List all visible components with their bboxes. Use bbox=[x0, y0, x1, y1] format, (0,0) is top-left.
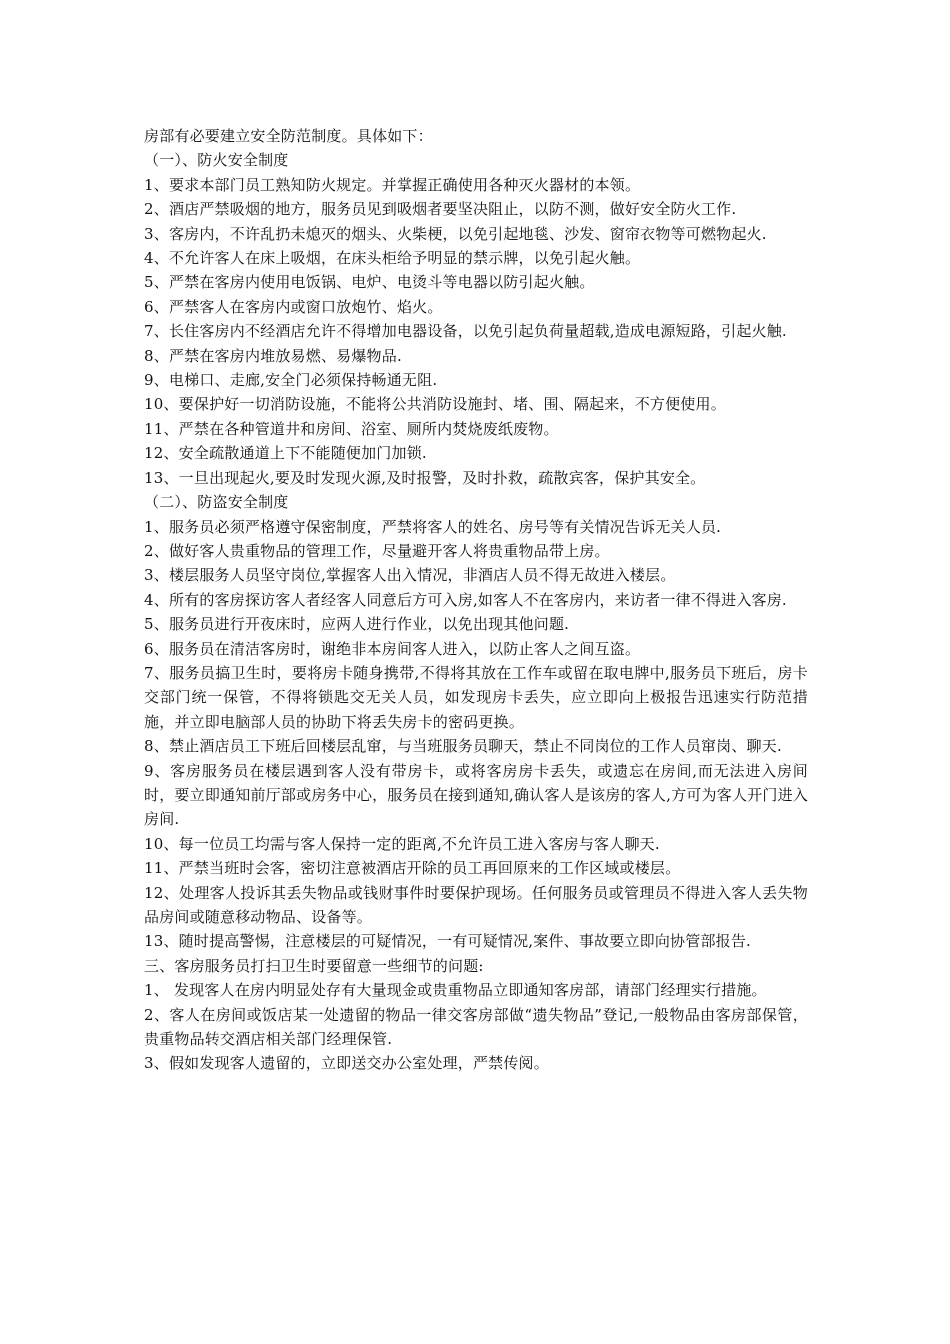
theft-rule-12: 12、处理客人投诉其丢失物品或钱财事件时要保护现场。任何服务员或管理员不得进入客人丢失物品房间或随意移动物品、设备等。 bbox=[144, 883, 808, 926]
section-heading-theft-prevention: （二）、防盗安全制度 bbox=[144, 493, 289, 512]
fire-rule-13: 13、一旦出现起火,要及时发现火源,及时报警，及时扑救，疏散宾客，保护其安全。 bbox=[144, 468, 706, 487]
theft-rule-8: 8、禁止酒店员工下班后回楼层乱窜，与当班服务员聊天，禁止不同岗位的工作人员窜岗、聊天. bbox=[144, 737, 782, 756]
theft-rule-4: 4、所有的客房探访客人者经客人同意后方可入房,如客人不在客房内，来访者一律不得进入客房. bbox=[144, 590, 787, 609]
document-body bbox=[144, 124, 808, 1076]
fire-rule-9: 9、电梯口、走廊,安全门必须保持畅通无阻. bbox=[144, 371, 438, 390]
theft-rule-5: 5、服务员进行开夜床时，应两人进行作业，以免出现其他问题. bbox=[144, 615, 570, 634]
fire-rule-5: 5、严禁在客房内使用电饭锅、电炉、电烫斗等电器以防引起火触。 bbox=[144, 273, 595, 292]
theft-rule-6: 6、服务员在清洁客房时，谢绝非本房间客人进入，以防止客人之间互盗。 bbox=[144, 639, 641, 658]
theft-rule-2: 2、做好客人贵重物品的管理工作，尽量避开客人将贵重物品带上房。 bbox=[144, 541, 610, 560]
fire-rule-3: 3、客房内，不许乱扔未熄灭的烟头、火柴梗，以免引起地毯、沙发、窗帘衣物等可燃物起火. bbox=[144, 224, 767, 243]
section-heading-fire-safety: （一）、防火安全制度 bbox=[144, 151, 289, 170]
theft-rule-7: 7、服务员搞卫生时，要将房卡随身携带,不得将其放在工作车或留在取电牌中,服务员下班后，房卡交部门统一保管，不得将锁匙交无关人员，如发现房卡丢失，应立即向上极报告迅速实行防范措施，并立即电脑部人员的协助下将丢失房卡的密码更换。 bbox=[144, 663, 808, 731]
cleaning-rule-3: 3、假如发现客人遗留的，立即送交办公室处理，严禁传阅。 bbox=[144, 1054, 549, 1073]
fire-rule-10: 10、要保护好一切消防设施，不能将公共消防设施封、堵、围、隔起来，不方便使用。 bbox=[144, 395, 726, 414]
cleaning-rule-2: 2、客人在房间或饭店某一处遗留的物品一律交客房部做“遗失物品”登记,一般物品由客房部保管，贵重物品转交酒店相关部门经理保管. bbox=[144, 1005, 808, 1049]
fire-rule-1: 1、要求本部门员工熟知防火规定。并掌握正确使用各种灭火器材的本领。 bbox=[144, 175, 641, 194]
theft-rule-10: 10、每一位员工均需与客人保持一定的距离,不允许员工进入客房与客人聊天. bbox=[144, 834, 660, 853]
theft-rule-3: 3、楼层服务人员坚守岗位,掌握客人出入情况，非酒店人员不得无故进入楼层。 bbox=[144, 566, 676, 585]
fire-rule-6: 6、严禁客人在客房内或窗口放炮竹、焰火。 bbox=[144, 297, 443, 316]
theft-rule-1: 1、服务员必须严格遵守保密制度，严禁将客人的姓名、房号等有关情况告诉无关人员. bbox=[144, 517, 722, 536]
fire-rule-11: 11、严禁在各种管道井和房间、浴室、厕所内焚烧废纸废物。 bbox=[144, 419, 559, 438]
fire-rule-8: 8、严禁在客房内堆放易燃、易爆物品. bbox=[144, 346, 402, 365]
fire-rule-7: 7、长住客房内不经酒店允许不得增加电器设备，以免引起负荷量超载,造成电源短路，引起火触. bbox=[144, 322, 787, 341]
section-heading-cleaning-details: 三、客房服务员打扫卫生时要留意一些细节的问题: bbox=[144, 956, 484, 975]
theft-rule-9: 9、客房服务员在楼层遇到客人没有带房卡，或将客房房卡丢失，或遗忘在房间,而无法进入房间时，要立即通知前厅部或房务中心，服务员在接到通知,确认客人是该房的客人,方可为客人开门进入房间. bbox=[144, 761, 808, 829]
fire-rule-2: 2、酒店严禁吸烟的地方，服务员见到吸烟者要坚决阻止，以防不测，做好安全防火工作. bbox=[144, 200, 737, 219]
fire-rule-4: 4、不允许客人在床上吸烟，在床头柜给予明显的禁示牌，以免引起火触。 bbox=[144, 249, 641, 268]
cleaning-rule-1: 1、 发现客人在房内明显处存有大量现金或贵重物品立即通知客房部，请部门经理实行措施。 bbox=[144, 981, 767, 1000]
fire-rule-12: 12、安全疏散通道上下不能随便加门加锁. bbox=[144, 444, 427, 463]
intro-paragraph: 房部有必要建立安全防范制度。具体如下： bbox=[144, 127, 433, 145]
theft-rule-11: 11、严禁当班时会客，密切注意被酒店开除的员工再回原来的工作区域或楼层。 bbox=[144, 859, 681, 878]
theft-rule-13: 13、随时提高警惕，注意楼层的可疑情况，一有可疑情况,案件、事故要立即向协管部报告. bbox=[144, 932, 752, 951]
